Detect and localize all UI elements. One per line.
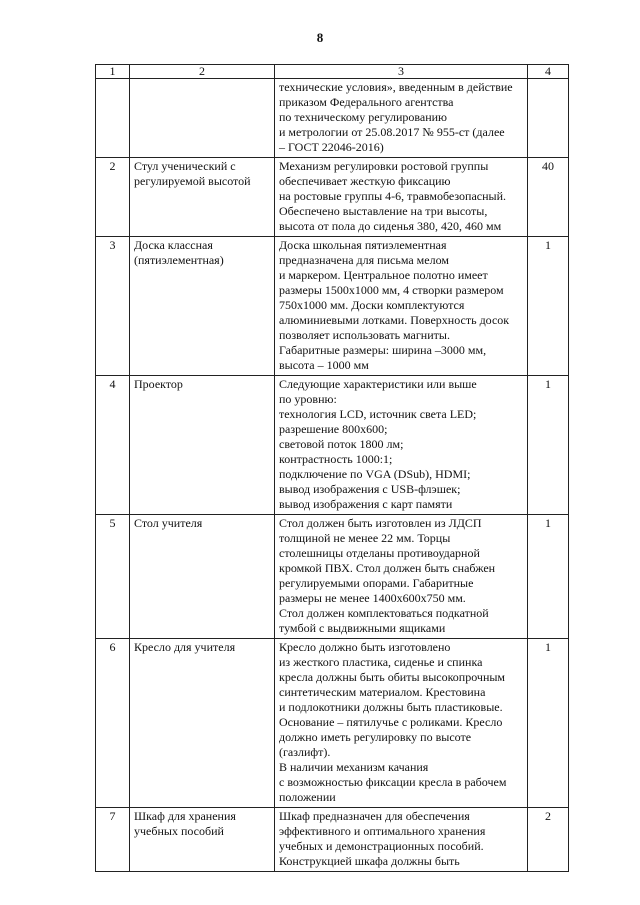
item-name [130, 237, 275, 376]
description-line: регулируемыми опорами. Габаритные [279, 576, 474, 590]
item-name-line: Проектор [134, 377, 183, 391]
description-line: Шкаф предназначен для обеспечения [279, 809, 470, 823]
table-header-row [96, 65, 569, 79]
header-cell-1: 1 [96, 65, 130, 79]
item-quantity: 1 [528, 515, 569, 639]
item-name-line: Шкаф для хранения [134, 809, 236, 823]
item-quantity: 1 [528, 376, 569, 515]
description-line: и метрологии от 25.08.2017 № 955-ст (далее [279, 125, 505, 139]
description-line: по уровню: [279, 392, 337, 406]
table-row [96, 158, 569, 237]
description-line: из жесткого пластика, сиденье и спинка [279, 655, 483, 669]
item-name-line: Кресло для учителя [134, 640, 236, 654]
item-description [275, 808, 528, 872]
description-line: Механизм регулировки ростовой группы [279, 159, 489, 173]
description-line: алюминиевыми лотками. Поверхность досок [279, 313, 510, 327]
description-line: Стол должен быть изготовлен из ЛДСП [279, 516, 482, 530]
description-line: позволяет использовать магниты. [279, 328, 450, 342]
description-line: 750x1000 мм. Доски комплектуются [279, 298, 465, 312]
description-line: технические условия», введенным в действие [279, 80, 513, 94]
description-line: подключение по VGA (DSub), HDMI; [279, 467, 471, 481]
description-line: В наличии механизм качания [279, 760, 429, 774]
item-quantity: 1 [528, 237, 569, 376]
description-line: Основание – пятилучье с роликами. Кресло [279, 715, 503, 729]
description-line: на ростовые группы 4-6, травмобезопасный. [279, 189, 507, 203]
description-line: предназначена для письма мелом [279, 253, 449, 267]
item-description [275, 376, 528, 515]
description-line: Следующие характеристики или выше [279, 377, 477, 391]
header-cell-4: 4 [528, 65, 569, 79]
description-line: Стол должен комплектоваться подкатной [279, 606, 489, 620]
specification-table [95, 64, 569, 872]
item-description [275, 79, 528, 158]
description-line: вывод изображения с карт памяти [279, 497, 453, 511]
row-number: 7 [96, 808, 130, 872]
description-line: эффективного и оптимального хранения [279, 824, 486, 838]
item-description [275, 639, 528, 808]
description-line: Конструкцией шкафа должны быть [279, 854, 460, 868]
item-name [130, 376, 275, 515]
item-name-line: Стул ученический с [134, 159, 236, 173]
row-number: 6 [96, 639, 130, 808]
description-line: столешницы отделаны противоударной [279, 546, 480, 560]
table-row [96, 639, 569, 808]
header-cell-3: 3 [275, 65, 528, 79]
item-description [275, 158, 528, 237]
description-line: Обеспечено выставление на три высоты, [279, 204, 488, 218]
description-line: приказом Федерального агентства [279, 95, 454, 109]
description-line: разрешение 800x600; [279, 422, 388, 436]
description-line: и маркером. Центральное полотно имеет [279, 268, 488, 282]
description-line: обеспечивает жесткую фиксацию [279, 174, 451, 188]
row-number: 4 [96, 376, 130, 515]
description-line: синтетическим материалом. Крестовина [279, 685, 486, 699]
description-line: должно иметь регулировку по высоте [279, 730, 472, 744]
description-line: Габаритные размеры: ширина –3000 мм, [279, 343, 487, 357]
table-row [96, 515, 569, 639]
row-number: 5 [96, 515, 130, 639]
row-number: 2 [96, 158, 130, 237]
item-quantity: 2 [528, 808, 569, 872]
description-line: кромкой ПВХ. Стол должен быть снабжен [279, 561, 496, 575]
item-name-line: учебных пособий [134, 824, 224, 838]
item-name-line: Доска классная [134, 238, 213, 252]
item-name [130, 79, 275, 158]
description-line: световой поток 1800 лм; [279, 437, 404, 451]
table-row [96, 808, 569, 872]
description-line: учебных и демонстрационных пособий. [279, 839, 484, 853]
description-line: положении [279, 790, 336, 804]
item-name [130, 639, 275, 808]
description-line: высота от пола до сиденья 380, 420, 460 мм [279, 219, 502, 233]
description-line: высота – 1000 мм [279, 358, 369, 372]
description-line: – ГОСТ 22046-2016) [279, 140, 384, 154]
description-line: тумбой с выдвижными ящиками [279, 621, 446, 635]
description-line: Доска школьная пятиэлементная [279, 238, 447, 252]
description-line: толщиной не менее 22 мм. Торцы [279, 531, 451, 545]
item-name-line: (пятиэлементная) [134, 253, 224, 267]
page-number: 8 [316, 30, 324, 45]
header-cell-2: 2 [130, 65, 275, 79]
row-number [96, 79, 130, 158]
row-number: 3 [96, 237, 130, 376]
description-line: размеры 1500x1000 мм, 4 створки размером [279, 283, 504, 297]
description-line: и подлокотники должны быть пластиковые. [279, 700, 503, 714]
description-line: (газлифт). [279, 745, 331, 759]
item-quantity [528, 79, 569, 158]
item-quantity: 40 [528, 158, 569, 237]
item-name-line: регулируемой высотой [134, 174, 251, 188]
item-name [130, 158, 275, 237]
description-line: с возможностью фиксации кресла в рабочем [279, 775, 507, 789]
item-name [130, 808, 275, 872]
description-line: технология LCD, источник света LED; [279, 407, 477, 421]
description-line: кресла должны быть обиты высокопрочным [279, 670, 506, 684]
table-row [96, 376, 569, 515]
table-row [96, 79, 569, 158]
description-line: вывод изображения с USB-флэшек; [279, 482, 461, 496]
item-description [275, 515, 528, 639]
description-line: контрастность 1000:1; [279, 452, 393, 466]
description-line: Кресло должно быть изготовлено [279, 640, 451, 654]
item-name-line: Стол учителя [134, 516, 203, 530]
item-name [130, 515, 275, 639]
description-line: размеры не менее 1400x600x750 мм. [279, 591, 466, 605]
item-description [275, 237, 528, 376]
table-row [96, 237, 569, 376]
description-line: по техническому регулированию [279, 110, 448, 124]
item-quantity: 1 [528, 639, 569, 808]
